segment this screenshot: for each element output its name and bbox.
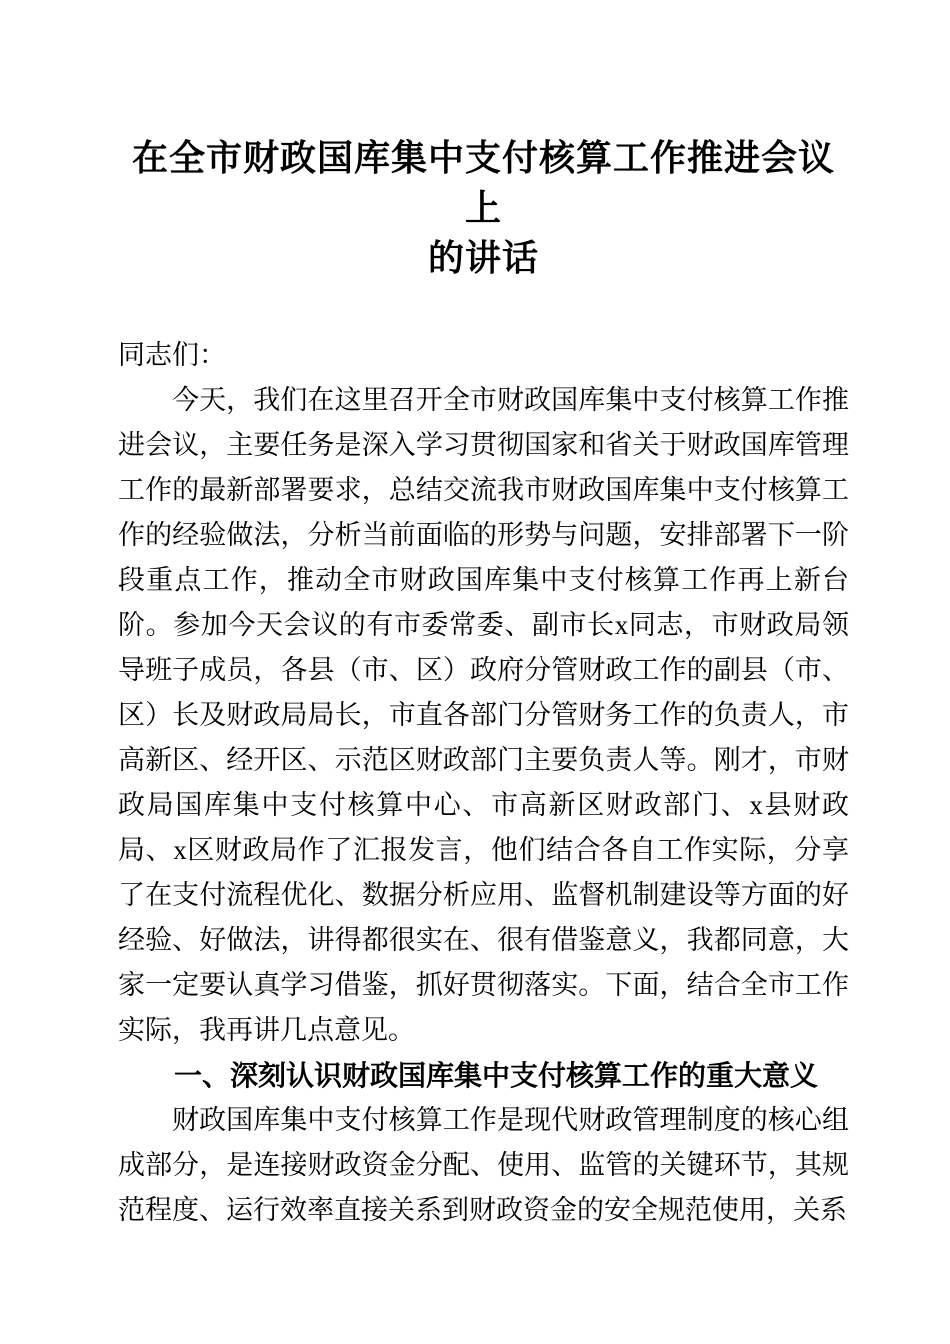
document-title-line-2: 的讲话: [427, 238, 539, 278]
section-1-paragraph: 财政国库集中支付核算工作是现代财政管理制度的核心组成部分，是连接财政资金分配、使用、监管的关键环节，其规范程度、运行效率直接关系到财政资金的安全规范使用，关系: [118, 1105, 849, 1225]
opening-paragraph: 今天，我们在这里召开全市财政国库集中支付核算工作推进会议，主要任务是深入学习贯彻国家和省关于财政国库管理工作的最新部署要求，总结交流我市财政国库集中支付核算工作的经验做法，分析当前面临的形势与问题，安排部署下一阶段重点工作，推动全市财政国库集中支付核算工作再上新台阶。参加今天会议的有市委常委、副市长x同志，市财政局领导班子成员，各县（市、区）政府分管财政工作的副县（市、区）长及财政局局长，市直各部门分管财务工作的负责人，市高新区、经开区、示范区财政部门主要负责人等。刚才，市财政局国库集中支付核算中心、市高新区财政部门、x县财政局、x区财政局作了汇报发言，他们结合各自工作实际，分享了在支付流程优化、数据分析应用、监督机制建设等方面的好经验、好做法，讲得都很实在、很有借鉴意义，我都同意，大家一定要认真学习借鉴，抓好贯彻落实。下面，结合全市工作实际，我再讲几点意见。: [118, 385, 849, 1045]
section-heading-1: 一、深刻认识财政国库集中支付核算工作的重大意义: [174, 1060, 819, 1091]
document-title-line-1: 在全市财政国库集中支付核算工作推进会议上: [131, 138, 835, 228]
document-title: [118, 133, 849, 283]
salutation: 同志们：: [118, 340, 226, 370]
